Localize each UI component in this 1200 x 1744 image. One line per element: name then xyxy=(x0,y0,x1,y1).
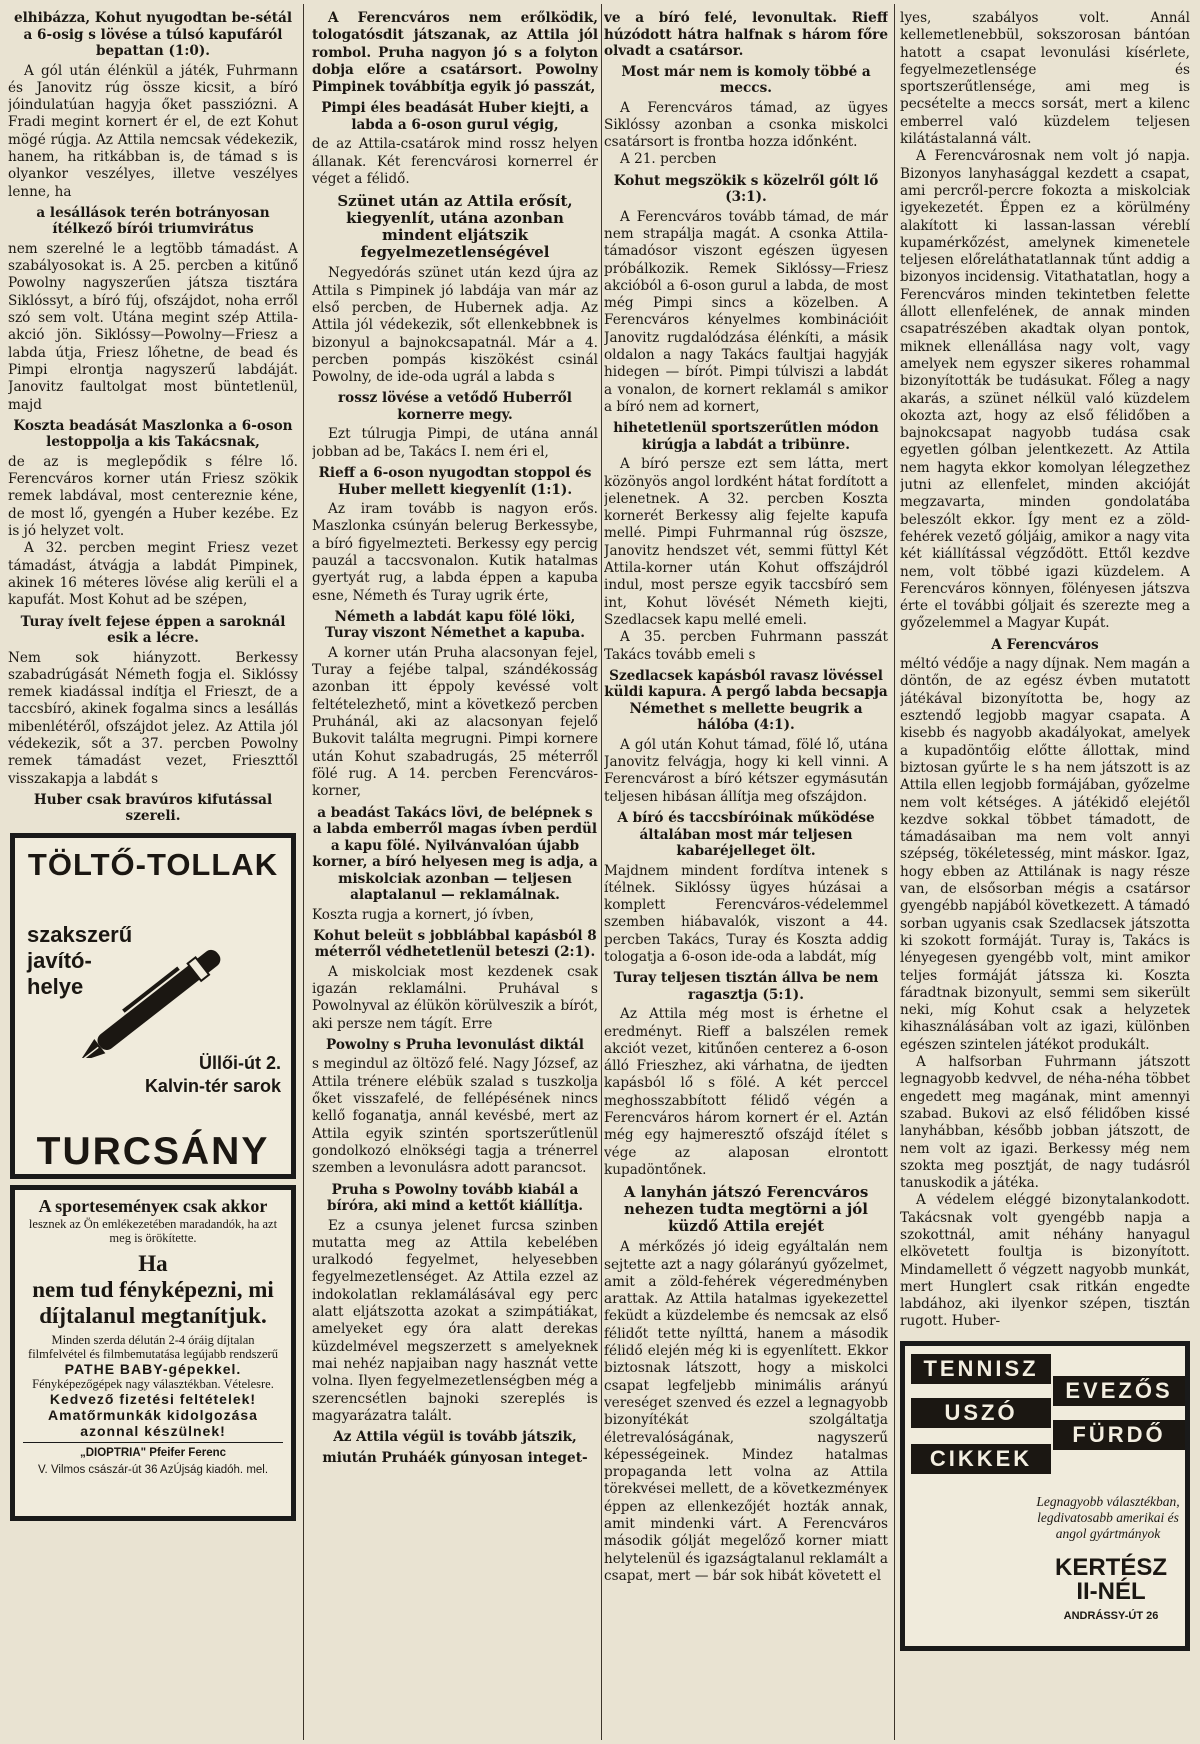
paragraph: A gól után élénkül a játék, Fuhrmann és Janovitz rúg össze kicsit, a bíró jóindulatúan hagyja őket passziózni. A Fradi megint kornert ér el, de ezt Kohut mögé rúgja. Az Attila nemcsak védekezik, hanem, ha ritkábban is, de támad s is olyankor veszélyes, illetve veszélyes lenne, ha xyxy=(8,62,298,200)
paragraph: A bíró persze ezt sem látta, mert közönyös angol lordként hátat fordított a jelenetnek. A 32. percben Koszta kornerét Berkessy alig fejelte kapufa mellé. Pimpi Fuhrmannal rúg öszsze, Janovitz hendszet vét, semmi füttyl Két Attila-korner után Kohut offszájdról indul, most persze egyik taccsbíró sem int, Kohut lövését Németh kiejti, Szedlacsek kapu mellé emeli. xyxy=(604,456,888,628)
paragraph: Majdnem mindent fordítva intenek s ítélnek. Siklóssy ügyes húzásai a komplett Ferencváros-védelemmel szemben hiábavalók, viszont a 44. percben Takács, Turay és Koszta addig tologatja a 6-oson ide-oda a labdát, míg xyxy=(604,862,888,965)
subheading: Kohut megszökik s közelről gólt lő (3:1). xyxy=(613,172,879,206)
ad-text: Kedvező fizetési feltételek! xyxy=(49,1390,257,1407)
subheading: Turay ívelt fejese éppen a saroknál esik a lécre. xyxy=(20,613,286,647)
column-rule xyxy=(303,4,304,1740)
paragraph: lyes, szabályos volt. Annál kellemetlenebbül, sokszorosan bántóan hatott a csapat levonulási kísérlete, fegyelmezetlensége és sportszerűtlensége, ami meg is pecsételte a meccs sorsát, mert a kilenc emberrel való küzdelem teljesen kilátástalanná vált. xyxy=(900,10,1190,148)
paragraph: Ezt túlrugja Pimpi, de utána annál jobban ad be, Takács I. nem éri el, xyxy=(312,426,598,460)
ad-text: Legnagyobb választékban, legdivatosabb amerikai és angol gyártmányok xyxy=(1036,1493,1180,1541)
paragraph: A 21. percben xyxy=(620,151,717,168)
subheading: a beadást Takács lövi, de belépnek s a labda emberről magas ívben perdül a kapu fölé. Nyilvánvalóan újabb korner, a bíró helyesen meg is adja, a miskolciak azonban — teljesen alaptalanul — reklamálnak. xyxy=(312,804,598,903)
paragraph: Koszta rugja a kornert, jó ívben, xyxy=(312,906,534,923)
subheading: miután Pruháék gúnyosan integet- xyxy=(322,1449,588,1466)
ad-tile: CIKKEK xyxy=(911,1444,1051,1474)
column-rule xyxy=(894,4,895,1740)
paragraph: A Ferencváros tovább támad, de már nem strapálja magát. A csonka Attila-támadósor viszont egészen ügyesen próbálkozik. Remek Siklóssy—Friesz akcióból a 6-oson gurul a labda, de most még Pimpi sincs a közelben. A Ferencváros kényelmes kombinációit Janovitz rugdalódzása élénkíti, a másik oldalon a nagy Takács faultjai hagyják hidegen — bírót. Pimpi túlviszi a labdát a vonalon, de kornert reklamál s amikor a bíró nem ad kornert, xyxy=(604,208,888,415)
paragraph: Az Attila még most is érhetne el eredményt. Rieff a balszélen remek akciót vezet, kitűnően centerez a 6-oson álló Frieszhez, aki várhatna, de ijedten kapásból lő s fölé. A két perccel meghosszabbított félidő végén a Ferencváros három kornert ér el. Aztán még egy hajmeresztő ofszájd ítélet s vége az alaposan elrontott kupadöntőnek. xyxy=(604,1006,888,1178)
ad-brand xyxy=(1031,1553,1190,1628)
ad-subtitle-line: szakszerű xyxy=(27,921,133,947)
subheading: Kohut beleüt s jobblábbal kapásból 8 méterről védhetetlenül beteszi (2:1). xyxy=(313,927,597,961)
column-2 xyxy=(312,10,598,1736)
ad-address-line: Üllői-út 2. xyxy=(199,1052,281,1073)
paragraph: de az Attila-csatárok mind rossz helyen állanak. Két ferencvárosi kornerrel ér véget a félidő. xyxy=(312,136,598,188)
ad-address-line: Kalvin-tér sarok xyxy=(144,1075,281,1096)
column-rule xyxy=(601,4,602,1740)
paragraph: A védelem eléggé bizonytalankodott. Takácsnak volt gyengébb napja a szokottnál, amit néhány hanyagul elkövetett foultja is bizonyított. Mindamellett ő végzett nagyobb munkát, mert Hunglert csak ritkán engedte labdához, aki ilyenkor szépen, tisztán rugott. Huber- xyxy=(900,1192,1190,1330)
subheading: Most már nem is komoly többé a meccs. xyxy=(621,63,871,96)
column-3 xyxy=(604,10,888,1736)
paragraph: Negyedórás szünet után kezd újra az Attila s Pimpinek jó labdája van már az első percben, de Hubernek adja. Az Attila jól védekezik, sőt ellenkebbnek is bizonyul a bajnokcsapatnál. Már a 4. percben pompás kiszökést csinál Powolny, de ide-oda ugrál a labda s xyxy=(312,265,598,386)
ad-headline: Ha xyxy=(138,1250,168,1276)
subheading: rossz lövése a vetődő Huberről kornerre megy. xyxy=(338,390,572,423)
paragraph: de az is meglepődik s félre lő. Ferencváros korner után Friesz szökik remek labdával, most centereznie kéne, de most lő, gyengén a Huber kezébe. Ez is jó helyzet volt. xyxy=(8,453,298,540)
subheading: Rieff a 6-oson nyugodtan stoppol és Huber mellett kiegyenlít (1:1). xyxy=(318,465,592,498)
ad-tile: EVEZŐS xyxy=(1053,1376,1185,1406)
ad-tile: TENNISZ xyxy=(911,1354,1051,1384)
ad-brand-line: KERTÉSZ xyxy=(1054,1553,1167,1581)
ad-headline: nem tud fényképezni, mi díjtalanul megtanítjuk. xyxy=(32,1276,274,1328)
paragraph: A gól után Kohut támad, fölé lő, utána Janovitz felvágja, hogy ki kell vinni. A Ferencvárost a bíró kétszer egymásután teljesen hibásan állítja meg ofszájdon. xyxy=(604,736,888,805)
ad-brand: TURCSÁNY xyxy=(36,1129,270,1173)
ad-address: ANDRÁSSY-ÚT 26 xyxy=(1063,1609,1159,1622)
paragraph: nem szerelné le a legtöbb támadást. A szabályosokat is. A 25. percben a kitűnő Powolny nagyszerűen játsza tisztára Siklóssyt, a bíró fúj, ofszájdot, noha erről szó sem volt. Utána megint szép Attila-akció jön. Siklóssy—Powolny—Friesz a labda útja, Friesz lőhetne, de bead és Pimpi elrontja nagyszerű labdáját. Janovitz faultolgat most büntetlenül, majd xyxy=(8,240,298,413)
subheading: ve a bíró felé, levonultak. Rieff húzódott hátra halfnak s három főre olvadt a csatársor. xyxy=(604,10,888,59)
subheading: Pruha s Powolny tovább kiabál a bíróra, aki mind a kettőt kiállítja. xyxy=(327,1181,583,1215)
advertisement-sports-goods xyxy=(900,1341,1190,1651)
ad-signature xyxy=(23,1442,283,1480)
section-headline: Szünet után az Attila erősít, kiegyenlít, utána azonban mindent eljátszik fegyelmezetlenségével xyxy=(337,192,573,262)
advertisement-fountain-pens xyxy=(10,833,296,1179)
ad-text: Fényképezőgépek nagy választékban. Vételesre. xyxy=(32,1376,274,1391)
paragraph: Ez a csunya jelenet furcsa szinben mutatta meg az Attila kebelében uralkodó fegyelmet, helyesebben fegyelmezetlenséget. Az Attila ezzel az indokolatlan reklamálásával egy perc alatt eljátszotta azokat a szimpátiákat, amelyeket egy óra alatt derekas küzdelmével megszerzett s amelyeknek mai nehéz napjaiban nagy hasznát vette volna. Ilyen fegyelmezetlenségben még a szerencsétlen bajnoki szereplés is magyarázatra talált. xyxy=(312,1217,598,1424)
paragraph: Az iram tovább is nagyon erős. Maszlonka csúnyán belerug Berkessybe, a bíró figyelmezteti. Berkessy egy percig pauzál a taccsvonalon. Kutik hatalmas gyertyát rug, a labda éppen a kapuba esne, Németh és Turay ugrik érte, xyxy=(312,501,598,604)
ad-text: PATHE BABY-gépekkel. xyxy=(64,1360,242,1377)
paragraph: Nem sok hiányzott. Berkessy szabadrúgását Németh fogja el. Siklóssy remek kiadással indítja el Frieszt, de a taccsbíró, akinek fogalma sincs a lesállás mibenlétéről, ofszájdot jelez. Az Attila jól védekezik, sőt a 37. percben Powolny remek támadást vezet, Frieszttől visszakapja a labdát s xyxy=(8,649,298,787)
paragraph: A 35. percben Fuhrmann passzát Takács tovább emeli s xyxy=(604,629,888,663)
ad-shop-address: V. Vilmos császár-út 36 AzÚjság kiadóh. mel. xyxy=(37,1464,269,1477)
subheading: A Ferencváros xyxy=(991,636,1099,653)
subheading: Powolny s Pruha levonulást diktál xyxy=(326,1036,584,1053)
column-4 xyxy=(900,10,1190,1736)
section-headline: A lanyhán játszó Ferencváros nehezen tudta megtörni a jól küzdő Attila erejét xyxy=(623,1183,869,1236)
paragraph: s megindul az öltöző felé. Nagy József, az Attila trénere elébük szalad s tuszkolja őket visszafelé, de fellépésének nincs kellő foganatja, annál kevésbé, mert az Attila egyik szintén sportszerűtlenül gondolkozó elnökségi tagja a trénerrel szemben a levonulásra adott parancsot. xyxy=(312,1056,598,1177)
subheading: a lesállások terén botrányosan ítélkező bírói triumvirátus xyxy=(36,204,270,238)
paragraph: A Ferencváros nem erőlködik, tologatósdit játszanak, az Attila jól rombol. Pruha nagyon jó s a folyton dobja előre a csatársort. Powolny Pimpinek továbbítja egyik jó passzát, xyxy=(312,10,598,96)
subheading: Huber csak bravúros kifutással szereli. xyxy=(33,791,273,825)
ad-subtitle-line: javító- xyxy=(27,947,92,973)
ad-title: TÖLTŐ-TOLLAK xyxy=(27,846,279,882)
subheading: Németh a labdát kapu fölé löki, Turay viszont Némethet a kapuba. xyxy=(325,608,585,642)
paragraph: A korner után Pruha alacsonyan fejel, Turay a fejébe talpal, szándékosság azonban itt éppoly kevéssé volt feltételezhető, mint a következő percben Pruhánál, aki az alacsonyan fejelő Bukovit találta megrugni. Pimpi kornere után Kohut szabadrugás, 25 méterről fölé rug. A 14. percben Ferencváros-korner, xyxy=(312,644,598,800)
ad-text: lesznek az Ön emlékezetében maradandók, ha azt meg is örökítette. xyxy=(28,1216,278,1245)
paragraph: A 32. percben megint Friesz vezet támadást, átvágja a labdát Pimpinek, akinek 16 méteres lövése alig kerüli el a kapufát. Most Kohut ad be szépen, xyxy=(8,540,298,609)
paragraph: A miskolciak most kezdenek csak igazán reklamálni. Pruhával s Powolnyval az élükön körülveszik a bírót, aki persze nem tágít. Erre xyxy=(312,963,598,1032)
subheading: hihetetlenül sportszerűtlen módon kirúgja a labdát a tribünre. xyxy=(613,420,879,453)
ad-brand-line: II-NÉL xyxy=(1076,1577,1146,1605)
subheading: Pimpi éles beadását Huber kiejti, a labda a 6-oson gurul végig, xyxy=(321,100,589,133)
ad-heading: A sporteseményeк csak akkor xyxy=(38,1195,268,1216)
subheading: Szedlacsek kapásból ravasz lövéssel küldi kapura. A pergő labda becsapja Némethet s mellette beugrik a hálóba (4:1). xyxy=(604,667,888,734)
paragraph: A mérkőzés jó ideig egyáltalán nem sejtette azt a nagy gólarányú győzelmet, amit a zöld-fehérek végeredményben arattak. Az Attila hatalmas igyekezettel feküdt a küzdelembe és nemcsak az első félidőt tette nyílttá, hanem a második félidő elején még ki is egyenlített. Ekkor biztosnak látszott, hogy a miskolci csapat legfeljebb minimális arányú vereséget szenved és ezzel a legnagyobb bizonyítékát szolgáltatja életrevalóságának, nagyszerű képességeinek. Mindez hatalmas propaganda lett volna az Attila törekvései mellett, de a következményeк éppen az ellenkezőjét hozták annak, amit mindenki várt. A Ferencváros második gólját megelőző korner miatt helytelenül és igazságtalanul reklamált a csapat, mert — bár sok hibát követett el xyxy=(604,1239,888,1584)
paragraph: A Ferencvárosnak nem volt jó napja. Bizonyos lanyhasággal kezdett a csapat, ami percről-percre fokozta a miskolciak igyekezetét. Éppen ez a körülmény alakított ki lassan-lassan véreblí kupamérkőzést, amelynek kimenetele teljesen előreláthatatlannak tűnt addig a bizonyos incidensig. Vitathatatlan, hogy a Ferencváros minden tekintetben felette állott ellenfelének, de annak minden csapatrészében akadtak olyan pontok, miknek ellenállása nagy volt, vagy amelyek nem egyszer sikeres rohammal bizonyították be tudásukat. Főleg a nagy akarás, a szünet nélkül való küzdelem okozta azt, hogy az első félidőben a bajnokcsapat nagyobb tudása csak egyetlen gólban jelentkezett. Az Attila nem hagyta ekkor komolyan lélegzethez jutni az ellenfelet, minden akcióját megzavarta, minden gondolatába beleszólt ekkor. Így ment ez a zöld-fehérek vezető góljáig, amikor a nagy vita két kiállítással végződött. Ettől kezdve nem, volt többé igazi küzdelem. A Ferencváros könnyen, fölényesen játszva érte el további góljait és szerezte meg a győzelemmel a Magyar Kupát. xyxy=(900,148,1190,632)
paragraph: méltó védője a nagy díjnak. Nem magán a döntőn, de az egész évben mutatott játékával bizonyította be, hogy az esztendő legjobb magyar csapata. A kisebb és nagyobb akadályokat, amelyek a kupadöntőig előtte állottak, mind biztosan gyűrte le s ha nem játszott is az Attila ellen legjobb formájában, győzelme nem volt kétséges. A játékidő elejétől kezdve sokkal többet támadott, de támadásaiban ma nem volt annyi szépség, tökéletesség, mint máskor. Igaz, hogy ebben az Attilának is nagy része van, de elsősorban mégis a csatársor gyengébb napjából következett. A támadó sorban ugyanis csak Szedlacsek játszotta ki szokott formáját. Turay is, Takács is lényegesen gyengébb volt, mint amikor teljes formáját játssza ki. Koszta fáradtnak bizonyult, semmi sem sikerült neki, míg Kohut csak a helyzetek kihasználásában volt az igazi, különben egészen szintelen játékot produkált. xyxy=(900,656,1190,1053)
subheading: Az Attila végül is tovább játszik, xyxy=(333,1429,577,1446)
paragraph: A Ferencváros támad, az ügyes Siklóssy azonban a csonka miskolci csatársort is frontba hozza időnként. xyxy=(604,99,888,151)
fountain-pen-icon xyxy=(55,948,255,1058)
column-1 xyxy=(8,10,298,1736)
ad-tile: FÜRDŐ xyxy=(1053,1420,1185,1450)
paragraph: A halfsorban Fuhrmann játszott legnagyobb kedvvel, de néha-néha többet engedett meg magának, mint amennyi szabad. Bukovi az első félidőben kissé lanyhábban, később jobban játszott, de nem volt az igazi. Berkessy még nem szokta meg posztját, de nagy tudásról tanuskodik a játéka. xyxy=(900,1054,1190,1192)
ad-text: Amatőrmunkák kidolgozása azonnal készülnek! xyxy=(48,1406,258,1439)
ad-tile: USZÓ xyxy=(911,1398,1051,1428)
ad-subtitle-line: helye xyxy=(27,973,84,999)
subheading: Turay teljesen tisztán állva be nem ragasztja (5:1). xyxy=(613,970,879,1003)
subheading: elhibázza, Kohut nyugodtan be-sétál a 6-osig s lövése a túlsó kapufáról bepattan (1:0). xyxy=(13,10,293,59)
ad-text: Minden szerda délután 2-4 óráig díjtalan filmfelvétel és filmbemutatása legújabb rendszerű xyxy=(28,1332,278,1361)
subheading: A bíró és taccsbíróinak működése általában most már teljesen kabaréjelleget ölt. xyxy=(617,810,875,859)
subheading: Koszta beadását Maszlonka a 6-oson lestoppolja a kis Takácsnak, xyxy=(13,417,293,451)
advertisement-photography xyxy=(10,1185,296,1521)
ad-shop-name: „DIOPTRIA" Pfeifer Ferenc xyxy=(79,1446,227,1459)
ad-address xyxy=(145,1052,281,1098)
